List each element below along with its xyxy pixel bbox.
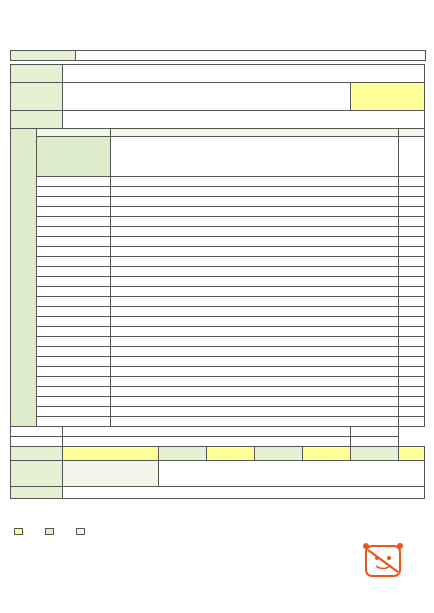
legend-swatch (14, 528, 23, 535)
practical-row (11, 427, 425, 437)
row-label-cell (11, 83, 63, 111)
practical-row (11, 317, 425, 327)
practical-row (11, 387, 425, 397)
legend-item (45, 528, 54, 537)
row-label-cell (11, 65, 63, 83)
practical-row (11, 287, 425, 297)
practical-row (11, 247, 425, 257)
overview-row (11, 111, 425, 129)
practical-row (11, 297, 425, 307)
practical-row (11, 187, 425, 197)
practical-row (11, 327, 425, 337)
organizer-row (10, 50, 426, 61)
column-head-cell (111, 129, 399, 137)
practical-row (11, 357, 425, 367)
organizer-value (76, 51, 82, 60)
practical-row (11, 377, 425, 387)
practical-row (11, 227, 425, 237)
legend-item (14, 528, 23, 537)
section-cell-training (11, 129, 37, 427)
row-label-cell (11, 111, 63, 129)
legend-item (76, 528, 85, 537)
practical-row (11, 207, 425, 217)
section-cell (37, 137, 111, 177)
practical-row (11, 347, 425, 357)
practical-row (11, 397, 425, 407)
practical-row (11, 307, 425, 317)
row-note-cell (351, 83, 425, 111)
summary-row (11, 447, 425, 461)
column-head-cell (37, 129, 111, 137)
row-value-cell (63, 111, 425, 129)
practical-row (11, 277, 425, 287)
practical-row (11, 237, 425, 247)
practical-row (11, 177, 425, 187)
row-value-cell (63, 65, 425, 83)
practical-row (11, 407, 425, 417)
remarks-row (11, 487, 425, 499)
mascot-logo-icon (352, 532, 414, 586)
document-meta (14, 19, 68, 25)
practical-row (11, 217, 425, 227)
summary-value-cell (63, 447, 159, 461)
row-value-cell (63, 83, 351, 111)
practical-row (11, 267, 425, 277)
practical-row (11, 337, 425, 347)
row-value-cell (159, 461, 425, 487)
lecture-row (11, 137, 425, 177)
practical-row (11, 367, 425, 377)
row-label-cell (11, 487, 63, 499)
practical-row (11, 437, 425, 447)
legend-swatch (45, 528, 54, 535)
column-head-cell (399, 129, 425, 137)
legend-swatch (76, 528, 85, 535)
organizer-label (11, 51, 76, 60)
row-label-cell (11, 447, 63, 461)
row-label-cell (11, 461, 63, 487)
target-audience-row (11, 65, 425, 83)
subjects-header-row (11, 129, 425, 137)
row-value-cell (111, 137, 399, 177)
practical-row (11, 197, 425, 207)
goals-row (11, 83, 425, 111)
color-legend (14, 528, 314, 537)
practical-row (11, 257, 425, 267)
fee-row (11, 461, 425, 487)
row-hours-cell (399, 137, 425, 177)
practical-row (11, 417, 425, 427)
row-value-cell (63, 487, 425, 499)
curriculum-table (10, 64, 425, 499)
